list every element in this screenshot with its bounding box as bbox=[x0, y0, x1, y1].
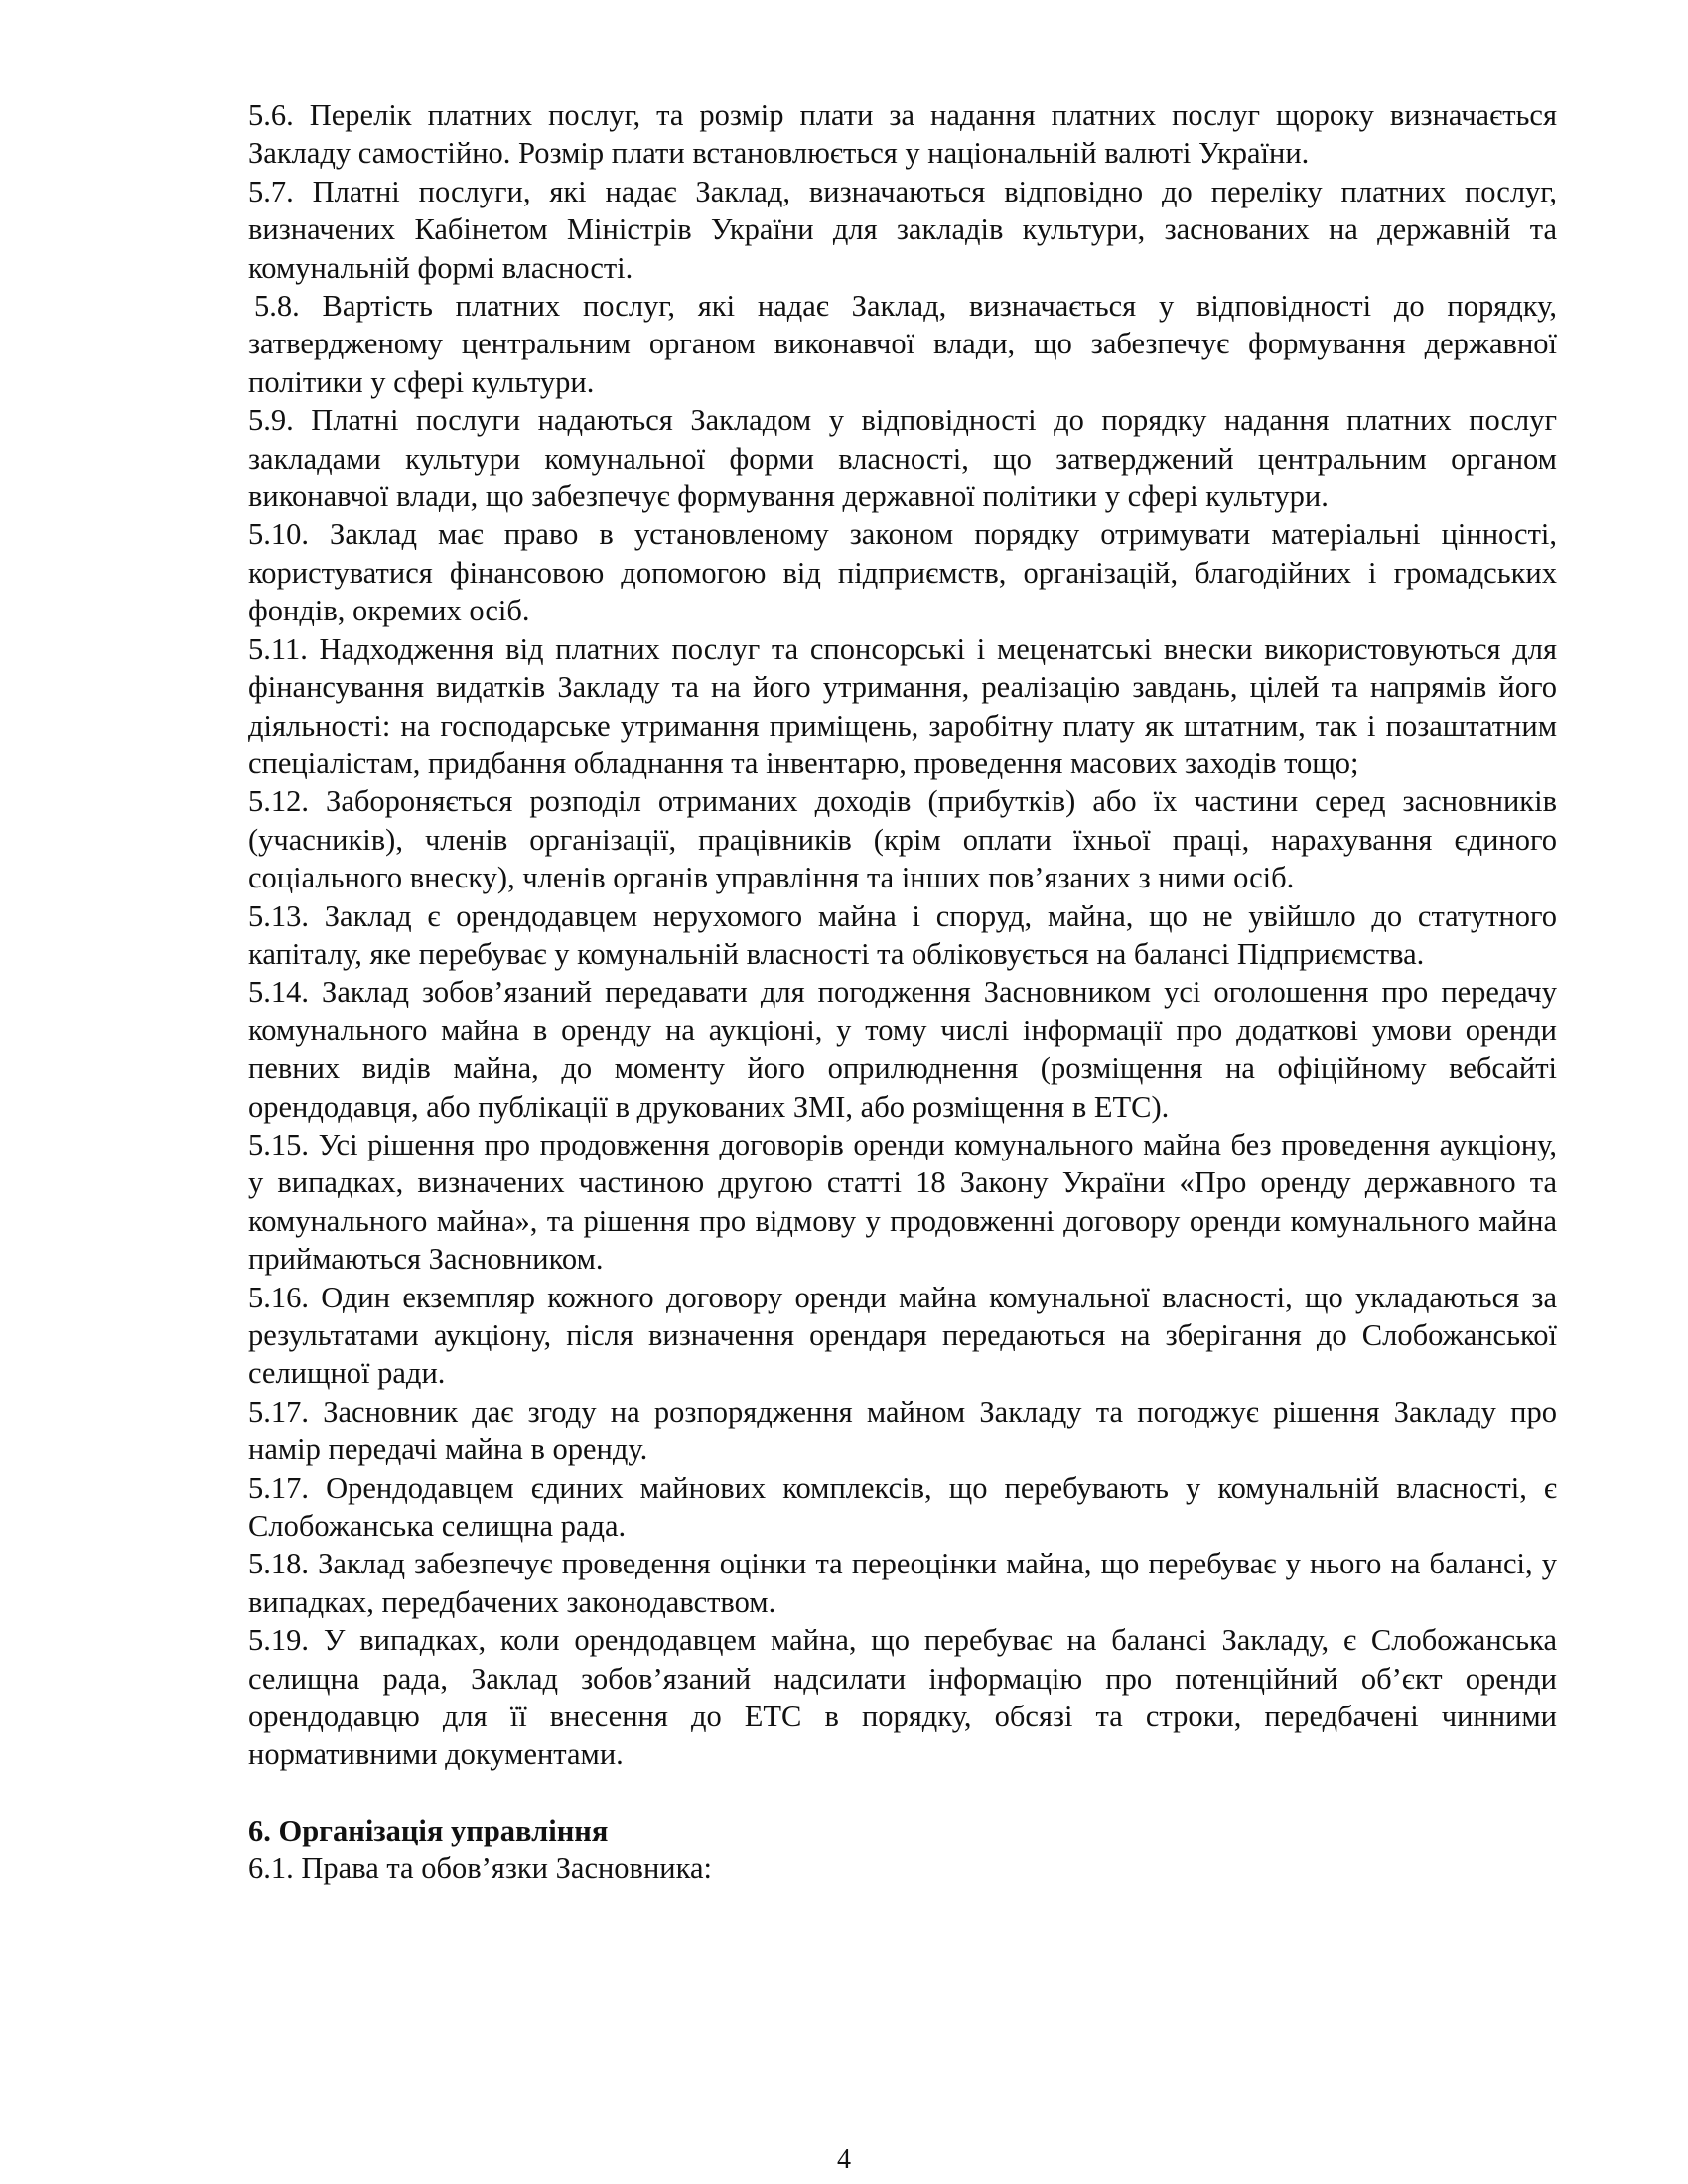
paragraph-5-9: 5.9. Платні послуги надаються Закладом у відповідності до порядку надання платних послуг закладами культури комунальної форми власності, що затверджений центральним органом виконавчої влади, що забезпечує формування державної політики у сфері культури. bbox=[248, 403, 1557, 514]
paragraph-5-12: 5.12. Забороняється розподіл отриманих доходів (прибутків) або їх частини серед засновників (учасників), членів організації, працівників (крім оплати їхньої праці, нарахування єдиного соціального внеску), членів органів управління та інших пов’язаних з ними осіб. bbox=[248, 784, 1557, 895]
paragraph-5-17-lessor: 5.17. Орендодавцем єдиних майнових комплексів, що перебувають у комунальній власності, є Слобожанська селищна рада. bbox=[248, 1470, 1557, 1544]
section-heading: 6. Організація управління bbox=[248, 1813, 609, 1847]
paragraph-5-10: 5.10. Заклад має право в установленому законом порядку отримувати матеріальні цінності, користуватися фінансовою допомогою від підприємств, організацій, благодійних і громадських фондів, окремих осіб. bbox=[248, 517, 1557, 628]
paragraph-5-7: 5.7. Платні послуги, які надає Заклад, визначаються відповідно до переліку платних послуг, визначених Кабінетом Міністрів України для закладів культури, заснованих на державній та комунальній формі власності. bbox=[248, 174, 1557, 285]
paragraph-5-17-consent: 5.17. Засновник дає згоду на розпорядження майном Закладу та погоджує рішення Закладу про намір передачі майна в оренду. bbox=[248, 1394, 1557, 1467]
paragraph-5-18: 5.18. Заклад забезпечує проведення оцінки та переоцінки майна, що перебуває у нього на балансі, у випадках, передбачених законодавством. bbox=[248, 1547, 1557, 1619]
paragraph-5-13: 5.13. Заклад є орендодавцем нерухомого майна і споруд, майна, що не увійшло до статутного капіталу, яке перебуває у комунальній власності та обліковується на балансі Підприємства. bbox=[248, 898, 1557, 971]
subsection-6-1: 6.1. Права та обов’язки Засновника: bbox=[248, 1851, 712, 1886]
paragraph-5-15: 5.15. Усі рішення про продовження договорів оренди комунального майна без проведення аукціону, у випадках, визначених частиною другою статті 18 Закону України «Про оренду державного та комунального майна», та рішення про відмову у продовженні договору оренди комунального майна приймаються Засновником. bbox=[248, 1127, 1557, 1277]
paragraph-5-6: 5.6. Перелік платних послуг, та розмір плати за надання платних послуг щороку визначається Закладу самостійно. Розмір плати встановлюється у національній валюті України. bbox=[248, 98, 1557, 171]
page-number: 4 bbox=[837, 2144, 851, 2175]
paragraph-5-11: 5.11. Надходження від платних послуг та спонсорські і меценатські внески використовуються для фінансування видатків Закладу та на його утримання, реалізацію завдань, цілей та напрямів його діяльності: на господарське утримання приміщень, заробітну плату як штатним, так і позаштатним спеціалістам, придбання обладнання та інвентарю, проведення масових заходів тощо; bbox=[248, 631, 1557, 780]
section-spacer bbox=[248, 1774, 1557, 1812]
paragraph-5-8: 5.8. Вартість платних послуг, які надає Заклад, визначається у відповідності до порядку, затвердженому центральним органом виконавчої влади, що забезпечує формування державної політики у сфері культури. bbox=[248, 289, 1557, 399]
paragraph-5-16: 5.16. Один екземпляр кожного договору оренди майна комунальної власності, що укладаються за результатами аукціону, після визначення орендаря передаються на зберігання до Слобожанської селищної ради. bbox=[248, 1280, 1557, 1391]
paragraph-5-14: 5.14. Заклад зобов’язаний передавати для погодження Засновником усі оголошення про передачу комунального майна в оренду на аукціоні, у тому числі інформації про додаткові умови оренди певних видів майна, до моменту його оприлюднення (розміщення на офіційному вебсайті орендодавця, або публікації в друкованих ЗМІ, або розміщення в ЕТС). bbox=[248, 975, 1557, 1124]
paragraph-5-19: 5.19. У випадках, коли орендодавцем майна, що перебуває на балансі Закладу, є Слобожанська селищна рада, Заклад зобов’язаний надсилати інформацію про потенційний об’єкт оренди орендодавцю для її внесення до ЕТС в порядку, обсязі та строки, передбачені чинними нормативними документами. bbox=[248, 1623, 1557, 1772]
document-body bbox=[248, 96, 1557, 1888]
